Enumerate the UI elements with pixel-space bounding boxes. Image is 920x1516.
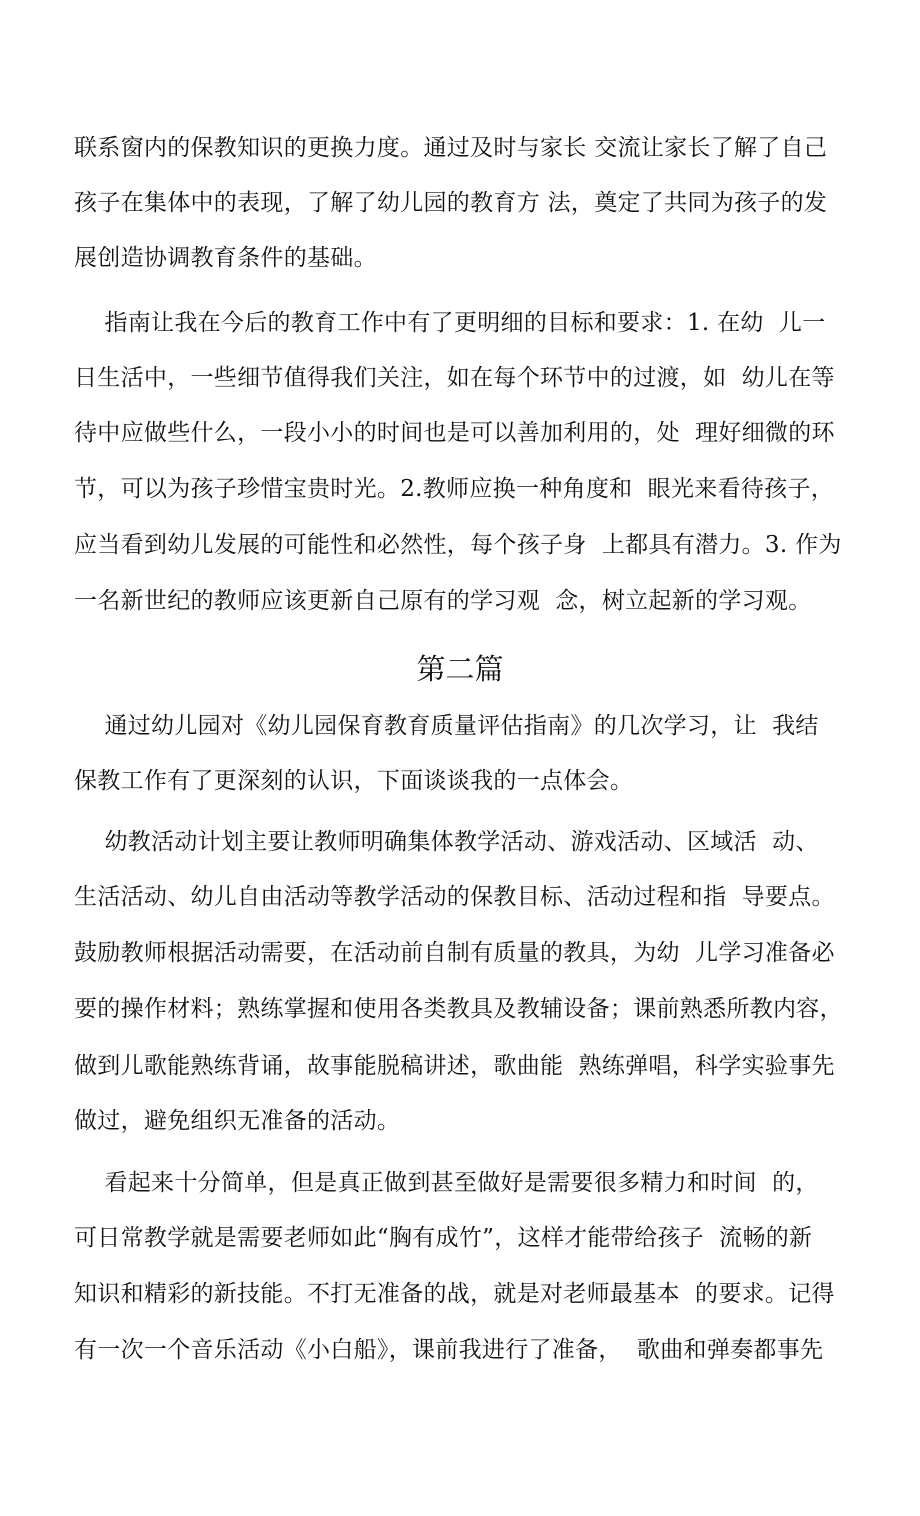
paragraph-line: 日生活中，一些细节值得我们关注，如在每个环节中的过渡，如 幼儿在等 [74, 365, 835, 391]
paragraph-line: 有一次一个音乐活动《小白船》，课前我进行了准备， 歌曲和弹奏都事先 [74, 1337, 824, 1363]
paragraph-line: 指南让我在今后的教育工作中有了更明细的目标和要求：1. 在幼 儿一 [74, 310, 826, 336]
paragraph-line: 知识和精彩的新技能。不打无准备的战，就是对老师最基本 的要求。记得 [74, 1281, 835, 1307]
paragraph-line: 可日常教学就是需要老师如此“胸有成竹”，这样才能带给孩子 流畅的新 [74, 1225, 813, 1251]
paragraph-line: 待中应做些什么，一段小小的时间也是可以善加利用的，处 理好细微的环 [74, 420, 835, 446]
paragraph-line: 展创造协调教育条件的基础。 [74, 245, 377, 271]
paragraph-line: 通过幼儿园对《幼儿园保育教育质量评估指南》的几次学习，让 我结 [74, 713, 819, 739]
paragraph-line: 做过，避免组织无准备的活动。 [74, 1108, 401, 1134]
paragraph-line: 要的操作材料；熟练掌握和使用各类教具及教辅设备；课前熟悉所教内容， [74, 996, 843, 1022]
paragraph-line: 应当看到幼儿发展的可能性和必然性，每个孩子身 上都具有潜力。3. 作为 [74, 532, 842, 558]
paragraph-line: 联系窗内的保教知识的更换力度。通过及时与家长 交流让家长了解了自己 [74, 135, 828, 161]
paragraph-line: 做到儿歌能熟练背诵，故事能脱稿讲述，歌曲能 熟练弹唱，科学实验事先 [74, 1053, 835, 1079]
paragraph-line: 节，可以为孩子珍惜宝贵时光。2.教师应换一种角度和 眼光来看待孩子， [74, 476, 835, 502]
paragraph-line: 一名新世纪的教师应该更新自己原有的学习观 念，树立起新的学习观。 [74, 588, 812, 614]
paragraph-line: 鼓励教师根据活动需要，在活动前自制有质量的教具，为幼 儿学习准备必 [74, 940, 835, 966]
paragraph-line: 生活活动、幼儿自由活动等教学活动的保教目标、活动过程和指 导要点。 [74, 884, 835, 910]
paragraph-line: 幼教活动计划主要让教师明确集体教学活动、游戏活动、区域活 动、 [74, 829, 819, 855]
paragraph-line: 孩子在集体中的表现，了解了幼儿园的教育方 法，奠定了共同为孩子的发 [74, 190, 828, 216]
paragraph-line: 保教工作有了更深刻的认识，下面谈谈我的一点体会。 [74, 768, 634, 794]
paragraph-line: 看起来十分简单，但是真正做到甚至做好是需要很多精力和时间 的， [74, 1170, 819, 1196]
section-title: 第二篇 [416, 652, 504, 686]
